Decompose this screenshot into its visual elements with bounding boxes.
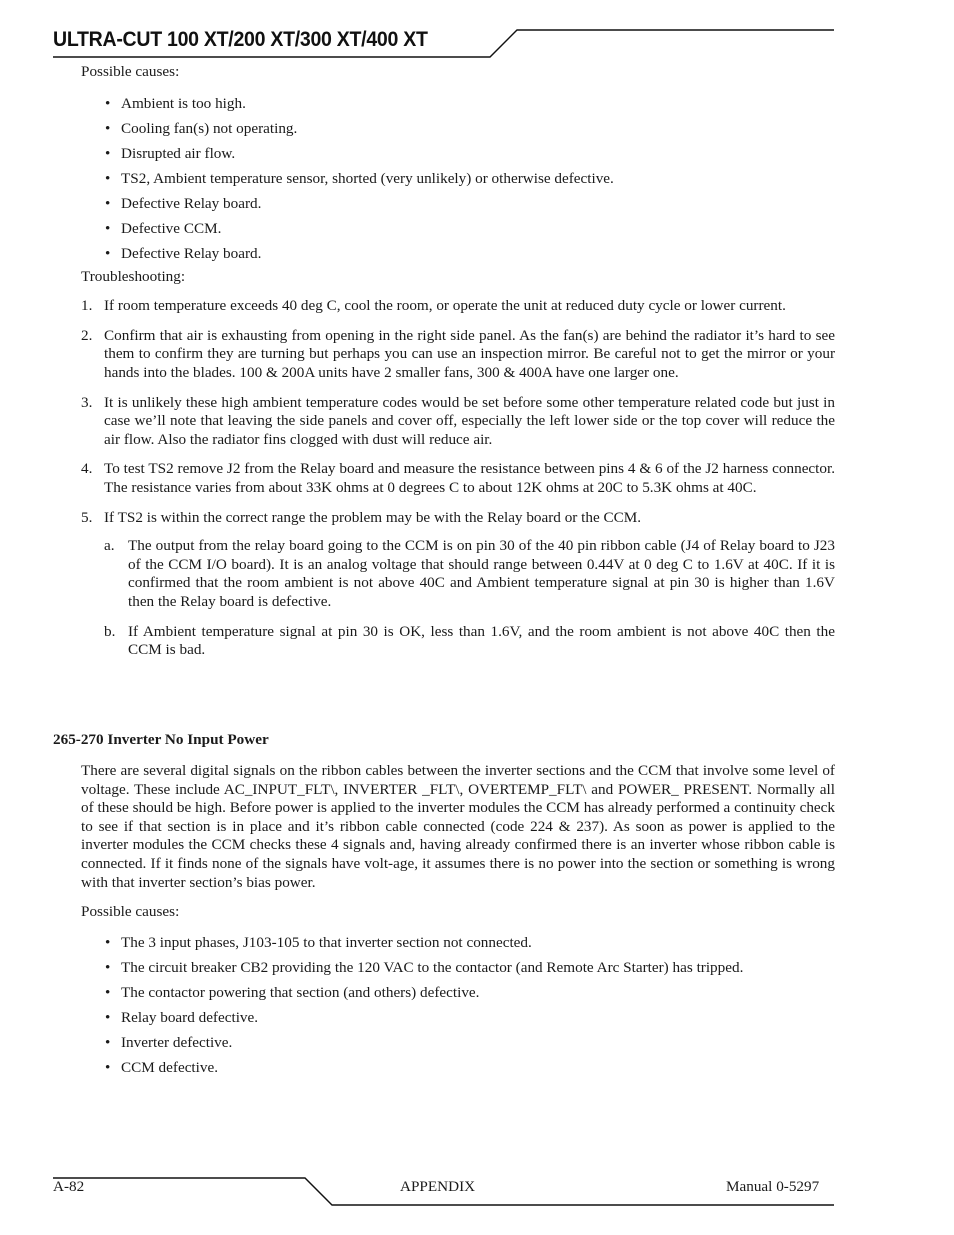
list-item bbox=[81, 327, 835, 383]
list-item bbox=[81, 460, 835, 497]
list-item: • TS2, Ambient temperature sensor, shorted (very unlikely) or otherwise defective. bbox=[81, 170, 835, 195]
manual-number: Manual 0-5297 bbox=[726, 1178, 820, 1195]
step-text: If room temperature exceeds 40 deg C, cool the room, or operate the unit at reduced duty cycle or lower current. bbox=[104, 297, 786, 315]
list-item: • CCM defective. bbox=[81, 1059, 835, 1084]
step-text: If TS2 is within the correct range the problem may be with the Relay board or the CCM. bbox=[104, 508, 642, 526]
troubleshooting-steps bbox=[81, 297, 835, 527]
list-item: • Relay board defective. bbox=[81, 1009, 835, 1034]
section-heading: 265-270 Inverter No Input Power bbox=[53, 731, 269, 748]
section-inverter-power bbox=[81, 762, 835, 1084]
step-number: 3. bbox=[81, 393, 93, 411]
step-number: 5. bbox=[81, 508, 93, 526]
list-item: • The contactor powering that section (and others) defective. bbox=[81, 984, 835, 1009]
list-item: • Disrupted air flow. bbox=[81, 145, 835, 170]
step-text: It is unlikely these high ambient temperature codes would be set before some other temperature related code but just in case we’ll note that leaving the side panels and cover off, especially the left lower side or the top cover will reduce the air flow. Also the radiator fins clogged with dust will reduce air. bbox=[104, 393, 835, 448]
list-item: • Inverter defective. bbox=[81, 1034, 835, 1059]
list-item bbox=[81, 297, 835, 316]
page-number: A-82 bbox=[53, 1178, 85, 1195]
step-text: Confirm that air is exhausting from opening in the right side panel. As the fan(s) are behind the radiator it’s hard to see them to confirm they are turning but perhaps you can use an inspection mirror. Be careful not to get the mirror or your hands into the blades. 100 & 200A units have 2 smaller fans, 300 & 400A have one larger one. bbox=[104, 326, 835, 381]
list-item bbox=[104, 623, 835, 660]
step-text: To test TS2 remove J2 from the Relay board and measure the resistance between pins 4 & 6 of the J2 harness connector. The resistance varies from about 33K ohms at 0 degrees C to about 12K ohms at 20C to 5.3K ohms at 40C. bbox=[104, 460, 835, 496]
step-number: 4. bbox=[81, 460, 93, 478]
list-item: • The 3 input phases, J103-105 to that inverter section not connected. bbox=[81, 934, 835, 959]
list-item: • Defective CCM. bbox=[81, 220, 835, 245]
list-item: • Defective Relay board. bbox=[81, 195, 835, 220]
document-title: ULTRA-CUT 100 XT/200 XT/300 XT/400 XT bbox=[53, 28, 428, 51]
list-item bbox=[81, 509, 835, 528]
possible-causes-label: Possible causes: bbox=[81, 903, 180, 921]
list-item bbox=[104, 537, 835, 611]
step-number: 2. bbox=[81, 326, 93, 344]
step-number: 1. bbox=[81, 297, 93, 315]
possible-causes-label: Possible causes: bbox=[81, 63, 180, 80]
list-item bbox=[81, 394, 835, 450]
list-item: • Ambient is too high. bbox=[81, 95, 835, 120]
list-item: • Cooling fan(s) not operating. bbox=[81, 120, 835, 145]
substep-letter: a. bbox=[104, 537, 115, 555]
section-paragraph: There are several digital signals on the ribbon cables between the inverter sections and the CCM that involve some level of voltage. These include AC_INPUT_FLT\, INVERTER _FLT\, OVERTEMP_FLT\ and POWER_ PRESENT. Normally all of these should be high. Before power is applied to the inverter modules the CCM has already performed a continuity check to see if that section is in place and it’s ribbon cable connected (code 224 & 237). As soon as power is applied to the inverter modules the CCM checks these 4 signals and, having already confirmed there is an inverter whose ribbon cable is connected. If it finds none of the signals have volt-age, it assumes there is no power into the section or something is wrong with that inverter section’s bias power. bbox=[81, 762, 835, 891]
causes-list bbox=[81, 934, 835, 1084]
substep-text: The output from the relay board going to the CCM is on pin 30 of the 40 pin ribbon cable (J4 of Relay board to J23 of the CCM I/O board). It is an analog voltage that should range between 0.44V at 0 deg C to 1.6V at 40C. If it is confirmed that the room ambient is not above 40C and Ambient temperature signal at pin 30 is higher than 1.6V then the Relay board is defective. bbox=[128, 537, 835, 610]
section-ambient bbox=[81, 63, 835, 660]
substep-letter: b. bbox=[104, 622, 116, 640]
causes-list bbox=[81, 95, 835, 264]
list-item: • Defective Relay board. bbox=[81, 245, 835, 264]
troubleshooting-label: Troubleshooting: bbox=[81, 267, 186, 285]
substep-text: If Ambient temperature signal at pin 30 is OK, less than 1.6V, and the room ambient is not above 40C then the CCM is bad. bbox=[128, 622, 835, 659]
list-item: • The circuit breaker CB2 providing the 120 VAC to the contactor (and Remote Arc Starter) has tripped. bbox=[81, 959, 835, 984]
footer-section: APPENDIX bbox=[400, 1178, 476, 1195]
sub-steps bbox=[104, 537, 835, 660]
